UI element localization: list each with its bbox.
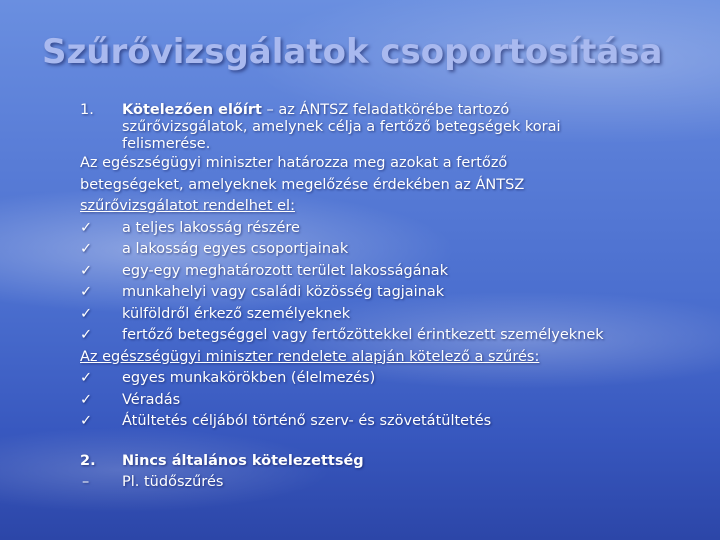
checkmark-icon: ✓ xyxy=(80,370,93,386)
sub-item-text: Pl. tüdőszűrés xyxy=(122,474,224,490)
list-item-2 xyxy=(80,451,710,473)
item-text: Nincs általános kötelezettség xyxy=(122,452,364,469)
item-line3: felismerése. xyxy=(122,136,211,152)
paragraph-line: betegségeket, amelyeknek megelőzése érdekében az ÁNTSZ xyxy=(80,176,525,193)
item-rest: – az ÁNTSZ feladatkörébe tartozó xyxy=(261,102,510,118)
slide-content xyxy=(80,102,710,494)
checkmark-icon: ✓ xyxy=(80,305,93,322)
paragraph-line: szűrővizsgálatot rendelhet el: xyxy=(80,198,295,214)
checkmark-icon: ✓ xyxy=(80,284,93,300)
checkmark-icon: ✓ xyxy=(80,262,93,279)
check-list-item: ✓ Véradás xyxy=(80,390,710,412)
dash-bullet: – xyxy=(82,474,90,490)
check-list-item: ✓ egyes munkakörökben (élelmezés) xyxy=(80,368,710,390)
check-list-item: ✓ külföldről érkező személyeknek xyxy=(80,304,710,326)
item-line2: szűrővizsgálatok, amelynek célja a fertőző betegségek korai xyxy=(122,119,561,135)
check-list-item: ✓ munkahelyi vagy családi közösség tagjainak xyxy=(80,282,710,304)
check-list-item: ✓ fertőző betegséggel vagy fertőzöttekkel érintkezett személyeknek xyxy=(80,325,710,347)
checkmark-icon: ✓ xyxy=(80,413,93,429)
slide-title: Szűrővizsgálatok csoportosítása xyxy=(42,32,663,72)
checkmark-icon: ✓ xyxy=(80,241,93,257)
checkmark-icon: ✓ xyxy=(80,219,93,236)
item-text xyxy=(80,102,710,153)
item-number: 1. xyxy=(80,102,94,118)
checkmark-icon: ✓ xyxy=(80,327,93,343)
check-list-item: ✓ egy-egy meghatározott terület lakosságának xyxy=(80,261,710,283)
sub-list-item xyxy=(80,472,710,494)
list-item-1 xyxy=(80,102,710,153)
paragraph-line: Az egészségügyi miniszter határozza meg azokat a fertőző xyxy=(80,155,508,171)
item-number: 2. xyxy=(80,452,96,469)
check-list-item: ✓ a teljes lakosság részére xyxy=(80,218,710,240)
check-list-item: ✓ Átültetés céljából történő szerv- és szövetátültetés xyxy=(80,411,710,433)
item-lead: Kötelezően előírt xyxy=(122,102,262,118)
checkmark-icon: ✓ xyxy=(80,391,93,408)
paragraph-line: Az egészségügyi miniszter rendelete alapján kötelező a szűrés: xyxy=(80,348,540,365)
check-list-item: ✓ a lakosság egyes csoportjainak xyxy=(80,239,710,261)
